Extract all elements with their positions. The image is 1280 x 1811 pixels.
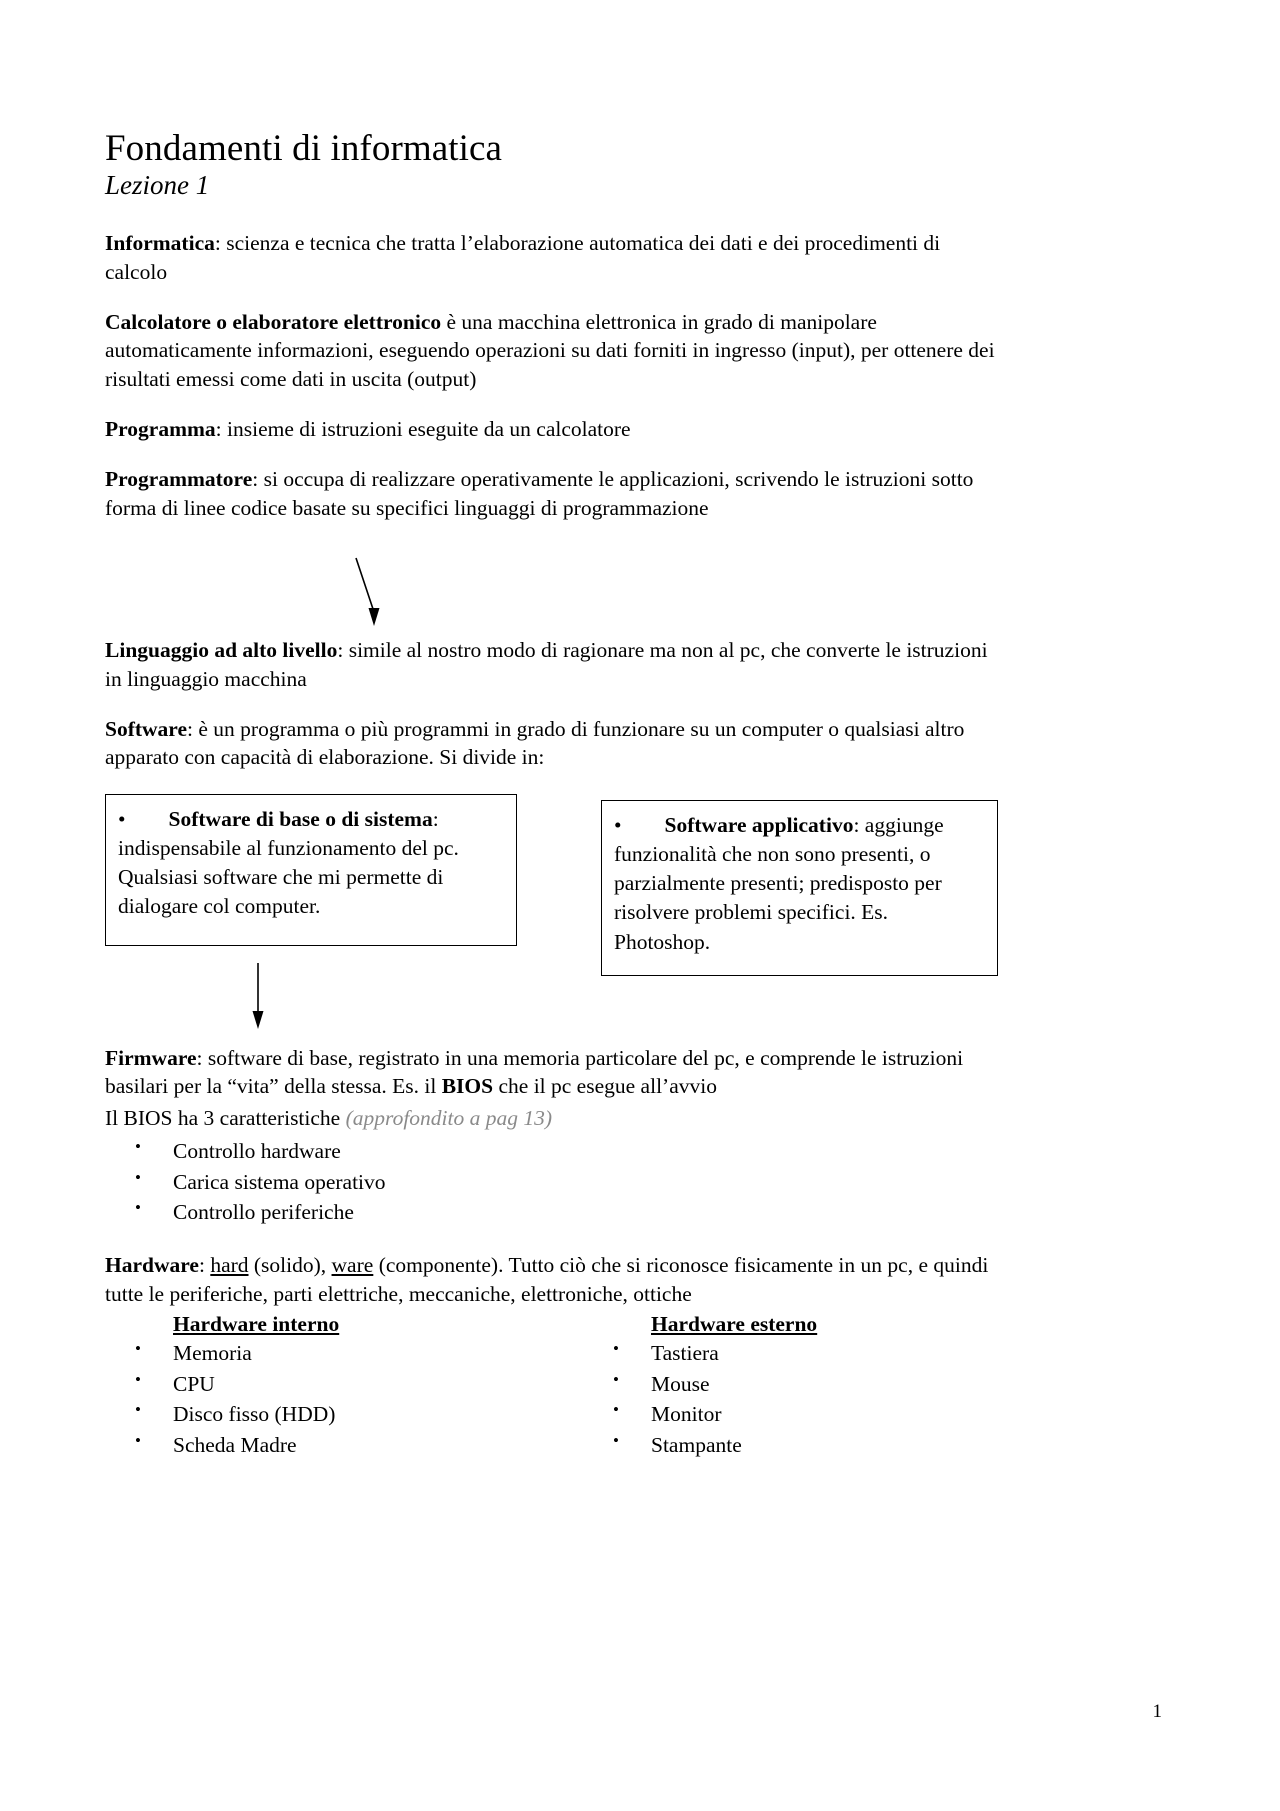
text-software: : è un programma o più programmi in grado di funzionare su un computer o qualsiasi altro apparato con capacità di elaborazione. Si divide in: — [105, 716, 965, 770]
page-number: 1 — [1152, 1701, 1162, 1722]
list-item: • Scheda Madre — [105, 1431, 525, 1460]
page-subtitle: Lezione 1 — [105, 170, 210, 201]
paragraph-programma — [105, 415, 1005, 443]
hardware-external-heading: Hardware esterno — [651, 1311, 818, 1336]
paragraph-firmware — [105, 1044, 1005, 1101]
arrow-down-programmatore-icon — [350, 556, 390, 628]
paragraph-informatica — [105, 229, 1005, 286]
list-item: • Controllo hardware — [105, 1137, 1005, 1166]
bullet-icon: • — [614, 812, 622, 837]
term-programmatore: Programmatore — [105, 467, 253, 492]
term-linguaggio: Linguaggio ad alto livello — [105, 638, 338, 663]
text-hardware-c: (componente). Tutto ciò che si riconosce fisicamente in un pc, e quindi tutte le periferiche, parti elettriche, meccaniche, elettroniche, ottiche — [105, 1253, 989, 1306]
software-applicativo-box — [601, 800, 998, 976]
paragraph-hardware — [105, 1251, 1005, 1308]
term-informatica: Informatica — [105, 231, 215, 256]
text-hardware-a: : — [198, 1253, 211, 1278]
list-item: • Stampante — [583, 1431, 1003, 1460]
hardware-columns — [105, 1312, 1005, 1462]
text-hardware-b: (solido), — [248, 1253, 332, 1278]
term-programma: Programma — [105, 417, 216, 441]
list-item: • Carica sistema operativo — [105, 1168, 1005, 1197]
list-item: • CPU — [105, 1370, 525, 1399]
bios-bullet-list — [105, 1137, 1005, 1227]
hardware-internal-heading: Hardware interno — [173, 1311, 340, 1336]
paragraph-bios-caratteristiche — [105, 1104, 1005, 1132]
paragraph-software — [105, 715, 1005, 772]
text-programmatore: : si occupa di realizzare operativamente le applicazioni, scrivendo le istruzioni sotto forma di linee codice basate su specifici linguaggi di programmazione — [105, 467, 974, 520]
software-applicativo-heading: Software applicativo — [664, 812, 854, 837]
list-item: • Monitor — [583, 1400, 1003, 1429]
software-base-text — [118, 805, 504, 922]
list-item: • Memoria — [105, 1339, 525, 1368]
list-item: • Disco fisso (HDD) — [105, 1400, 525, 1429]
text-firmware-part2: che il pc esegue all’avvio — [493, 1074, 717, 1098]
text-programma: : insieme di istruzioni eseguite da un calcolatore — [215, 417, 631, 441]
paragraph-calcolatore — [105, 308, 1005, 393]
term-software: Software — [105, 716, 188, 741]
term-firmware: Firmware — [105, 1045, 197, 1070]
text-calcolatore: è una macchina elettronica in grado di manipolare automaticamente informazioni, eseguendo operazioni su dati forniti in ingresso (input), per ottenere dei risultati emessi come dati in uscita (output) — [105, 309, 995, 391]
arrow-down-software-base-icon — [243, 963, 273, 1031]
bullet-icon: • — [118, 806, 126, 831]
text-bios-prefix: Il BIOS ha 3 caratteristiche — [105, 1106, 346, 1131]
software-base-heading: Software di base o di sistema — [168, 806, 433, 831]
software-base-body: : indispensabile al funzionamento del pc. Qualsiasi software che mi permette di dialogare col computer. — [118, 806, 459, 919]
software-boxes — [105, 794, 1005, 984]
hardware-internal-list — [105, 1339, 525, 1460]
paragraph-programmatore — [105, 465, 1005, 522]
software-base-box — [105, 794, 517, 946]
term-hardware: Hardware — [105, 1253, 199, 1278]
software-applicativo-body: : aggiunge funzionalità che non sono presenti, o parzialmente presenti; predisposto per risolvere problemi specifici. Es. Photoshop. — [614, 812, 944, 954]
document-body — [105, 128, 1005, 1462]
text-informatica: : scienza e tecnica che tratta l’elaborazione automatica dei dati e dei procedimenti di calcolo — [105, 231, 941, 284]
hardware-internal-column — [105, 1312, 525, 1462]
text-ware-underline: ware — [331, 1253, 374, 1278]
list-item: • Mouse — [583, 1370, 1003, 1399]
page-title: Fondamenti di informatica — [105, 128, 503, 169]
term-calcolatore: Calcolatore o elaboratore elettronico — [105, 309, 442, 334]
text-linguaggio: : simile al nostro modo di ragionare ma non al pc, che converte le istruzioni in linguaggio macchina — [105, 638, 988, 691]
term-bios: BIOS — [441, 1074, 494, 1098]
hardware-external-list — [583, 1339, 1003, 1460]
text-hard-underline: hard — [210, 1253, 249, 1278]
paragraph-linguaggio — [105, 636, 1005, 693]
hardware-external-column — [583, 1312, 1003, 1462]
text-bios-note: (approfondito a pag 13) — [345, 1106, 553, 1131]
list-item: • Controllo periferiche — [105, 1198, 1005, 1227]
text-firmware-part1: : software di base, registrato in una memoria particolare del pc, e comprende le istruzioni basilari per la “vita” della stessa. Es. il — [105, 1045, 964, 1098]
list-item: • Tastiera — [583, 1339, 1003, 1368]
software-applicativo-text — [614, 811, 985, 957]
